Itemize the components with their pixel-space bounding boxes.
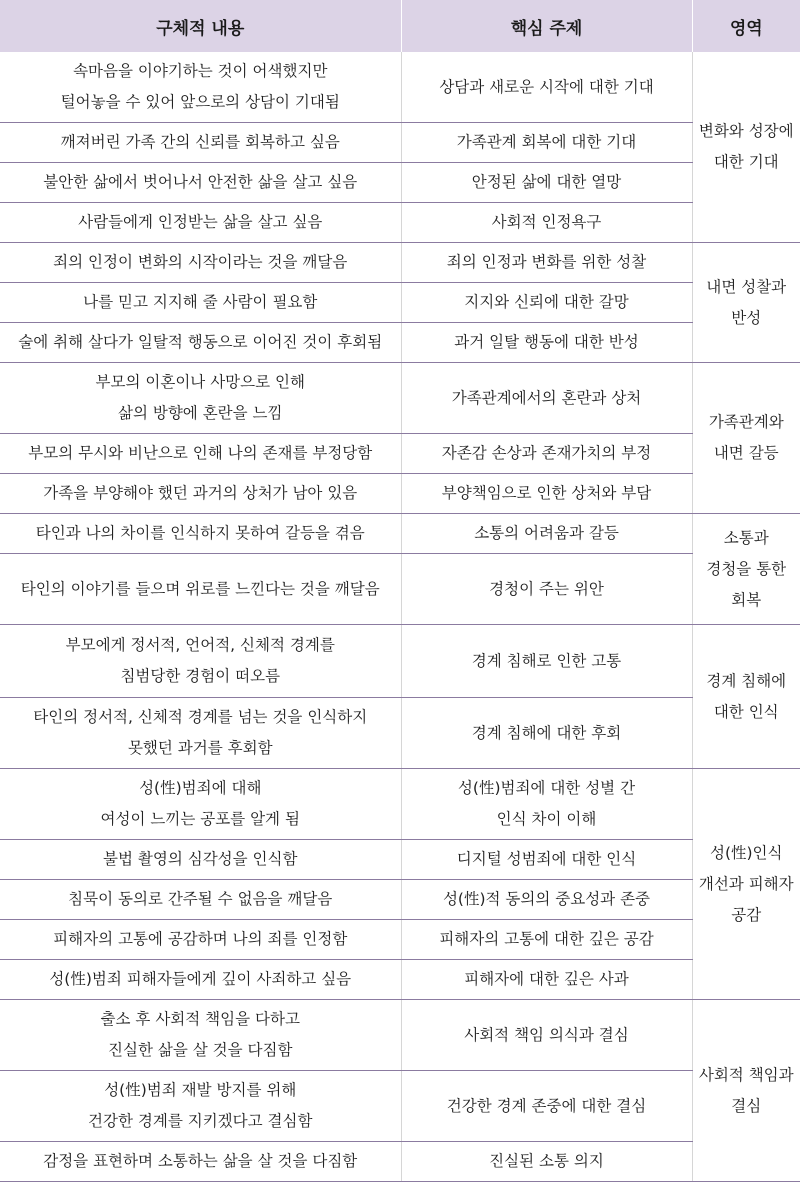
table-row: [0, 323, 800, 363]
table-row: [0, 1142, 800, 1182]
topic-cell: 사회적 책임 의식과 결심: [401, 1000, 692, 1071]
topic-cell: 자존감 손상과 존재가치의 부정: [401, 434, 692, 474]
content-cell: 불안한 삶에서 벗어나서 안전한 삶을 살고 싶음: [0, 163, 401, 203]
content-cell: 부모의 이혼이나 사망으로 인해 삶의 방향에 혼란을 느낌: [0, 363, 401, 434]
header-row: [0, 0, 800, 52]
table-row: [0, 840, 800, 880]
area-cell: 소통과 경청을 통한 회복: [692, 514, 800, 625]
table-row: [0, 625, 800, 698]
table-row: [0, 163, 800, 203]
table-row: [0, 514, 800, 554]
topic-cell: 성(性)범죄에 대한 성별 간 인식 차이 이해: [401, 769, 692, 840]
topic-cell: 소통의 어려움과 갈등: [401, 514, 692, 554]
topic-cell: 진실된 소통 의지: [401, 1142, 692, 1182]
content-cell: 불법 촬영의 심각성을 인식함: [0, 840, 401, 880]
area-cell: 사회적 책임과 결심: [692, 1000, 800, 1182]
topic-cell: 피해자의 고통에 대한 깊은 공감: [401, 920, 692, 960]
table-row: [0, 769, 800, 840]
header-topic: 핵심 주제: [401, 0, 692, 52]
topic-cell: 과거 일탈 행동에 대한 반성: [401, 323, 692, 363]
topic-cell: 상담과 새로운 시작에 대한 기대: [401, 52, 692, 123]
content-cell: 죄의 인정이 변화의 시작이라는 것을 깨달음: [0, 243, 401, 283]
table-row: [0, 52, 800, 123]
header-area: 영역: [692, 0, 800, 52]
table-row: [0, 203, 800, 243]
content-cell: 나를 믿고 지지해 줄 사람이 필요함: [0, 283, 401, 323]
area-cell: 성(性)인식 개선과 피해자 공감: [692, 769, 800, 1000]
content-cell: 속마음을 이야기하는 것이 어색했지만 털어놓을 수 있어 앞으로의 상담이 기대됨: [0, 52, 401, 123]
table-row: [0, 880, 800, 920]
content-cell: 사람들에게 인정받는 삶을 살고 싶음: [0, 203, 401, 243]
content-cell: 피해자의 고통에 공감하며 나의 죄를 인정함: [0, 920, 401, 960]
topic-cell: 가족관계에서의 혼란과 상처: [401, 363, 692, 434]
table-row: [0, 554, 800, 625]
table-row: [0, 123, 800, 163]
content-cell: 침묵이 동의로 간주될 수 없음을 깨달음: [0, 880, 401, 920]
header-content: 구체적 내용: [0, 0, 401, 52]
content-cell: 타인의 이야기를 들으며 위로를 느낀다는 것을 깨달음: [0, 554, 401, 625]
topic-cell: 경청이 주는 위안: [401, 554, 692, 625]
topic-cell: 안정된 삶에 대한 열망: [401, 163, 692, 203]
content-cell: 깨져버린 가족 간의 신뢰를 회복하고 싶음: [0, 123, 401, 163]
content-cell: 부모에게 정서적, 언어적, 신체적 경계를 침범당한 경험이 떠오름: [0, 625, 401, 698]
topic-cell: 죄의 인정과 변화를 위한 성찰: [401, 243, 692, 283]
content-cell: 성(性)범죄에 대해 여성이 느끼는 공포를 알게 됨: [0, 769, 401, 840]
topic-cell: 부양책임으로 인한 상처와 부담: [401, 474, 692, 514]
content-cell: 가족을 부양해야 했던 과거의 상처가 남아 있음: [0, 474, 401, 514]
content-cell: 타인과 나의 차이를 인식하지 못하여 갈등을 겪음: [0, 514, 401, 554]
area-cell: 변화와 성장에 대한 기대: [692, 52, 800, 243]
topic-cell: 경계 침해에 대한 후회: [401, 698, 692, 769]
topic-cell: 성(性)적 동의의 중요성과 존중: [401, 880, 692, 920]
table-row: [0, 243, 800, 283]
topic-cell: 지지와 신뢰에 대한 갈망: [401, 283, 692, 323]
content-cell: 성(性)범죄 피해자들에게 깊이 사죄하고 싶음: [0, 960, 401, 1000]
table-row: [0, 698, 800, 769]
topic-cell: 건강한 경계 존중에 대한 결심: [401, 1071, 692, 1142]
table-row: [0, 283, 800, 323]
area-cell: 경계 침해에 대한 인식: [692, 625, 800, 769]
content-cell: 성(性)범죄 재발 방지를 위해 건강한 경계를 지키겠다고 결심함: [0, 1071, 401, 1142]
table-row: [0, 1000, 800, 1071]
area-cell: 가족관계와 내면 갈등: [692, 363, 800, 514]
content-cell: 출소 후 사회적 책임을 다하고 진실한 삶을 살 것을 다짐함: [0, 1000, 401, 1071]
content-cell: 부모의 무시와 비난으로 인해 나의 존재를 부정당함: [0, 434, 401, 474]
content-cell: 술에 취해 살다가 일탈적 행동으로 이어진 것이 후회됨: [0, 323, 401, 363]
table-row: [0, 960, 800, 1000]
topic-cell: 사회적 인정욕구: [401, 203, 692, 243]
table-row: [0, 474, 800, 514]
topic-cell: 피해자에 대한 깊은 사과: [401, 960, 692, 1000]
topic-cell: 디지털 성범죄에 대한 인식: [401, 840, 692, 880]
topic-cell: 가족관계 회복에 대한 기대: [401, 123, 692, 163]
area-cell: 내면 성찰과 반성: [692, 243, 800, 363]
table-row: [0, 434, 800, 474]
content-cell: 감정을 표현하며 소통하는 삶을 살 것을 다짐함: [0, 1142, 401, 1182]
table-row: [0, 920, 800, 960]
content-cell: 타인의 정서적, 신체적 경계를 넘는 것을 인식하지 못했던 과거를 후회함: [0, 698, 401, 769]
topic-cell: 경계 침해로 인한 고통: [401, 625, 692, 698]
table-row: [0, 363, 800, 434]
table-row: [0, 1071, 800, 1142]
